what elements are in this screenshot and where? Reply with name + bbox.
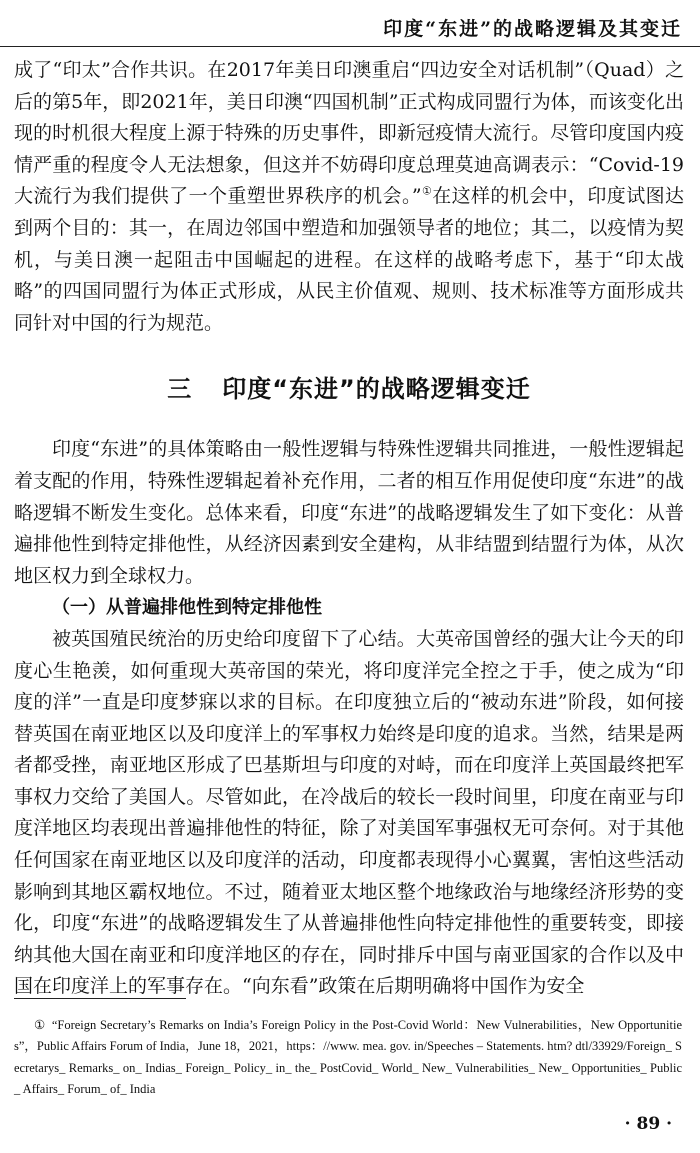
subsection-heading: （一）从普遍排他性到特定排他性 — [52, 597, 322, 619]
footnote-text: “Foreign Secretary’s Remarks on India’s Foreign Policy in the Post-Covid World：New Vulnerabilities，New Opportunities”，Public Affairs Forum of India，June 18，2021，https：//www. mea. gov. in/Speeches – Statements. htm? dtl/33929/Foreign_ Secretarys_ Remarks_ on_ Indias_ Foreign_ Policy_ in_ the_ PostCovid_ World_ New_ Vulnerabilities_ New_ Opportunities_ Public_ Affairs_ Forum_ of_ India — [14, 1018, 682, 1097]
section-heading — [14, 372, 684, 406]
footnote — [14, 1015, 682, 1101]
section-number: 三 — [167, 375, 193, 404]
header-rule — [0, 46, 700, 47]
page-number: · 89 · — [624, 1114, 672, 1134]
section-title-text: 印度“东进”的战略逻辑变迁 — [222, 375, 531, 404]
footnote-reference[interactable]: ① — [421, 185, 433, 199]
running-header: 印度“东进”的战略逻辑及其变迁 — [383, 18, 682, 40]
footnote-marker: ① — [34, 1018, 46, 1032]
paragraph-3: 被英国殖民统治的历史给印度留下了心结。大英帝国曾经的强大让今天的印度心生艳羡，如何重现大英帝国的荣光，将印度洋完全控之于手，使之成为“印度的洋”一直是印度梦寐以求的目标。在印度独立后的“被动东进”阶段，如何接替英国在南亚地区以及印度洋上的军事权力始终是印度的追求。当然，结果是两者都受挫，南亚地区形成了巴基斯坦与印度的对峙，而在印度洋上英国最终把军事权力交给了美国人。尽管如此，在冷战后的较长一段时间里，印度在南亚与印度洋地区均表现出普遍排他性的特征，除了对美国军事强权无可奈何。对于其他任何国家在南亚地区以及印度洋的活动，印度都表现得小心翼翼，害怕这些活动影响到其地区霸权地位。不过，随着亚太地区整个地缘政治与地缘经济形势的变化，印度“东进”的战略逻辑发生了从普遍排他性向特定排他性的重要转变，即接纳其他大国在南亚和印度洋地区的存在，同时排斥中国与南亚国家的合作以及中国在印度洋上的军事存在。“向东看”政策在后期明确将中国作为安全 — [14, 627, 684, 998]
paragraph-1-text-b: 在这样的机会中，印度试图达到两个目的：其一，在周边邻国中塑造和加强领导者的地位；其二，以疫情为契机，与美日澳一起阻击中国崛起的进程。在这样的战略考虑下，基于“印太战略”的四国同盟行为体正式形成，从民主价值观、规则、技术标准等方面形成共同针对中国的行为规范。 — [14, 185, 684, 334]
paragraph-2: 印度“东进”的具体策略由一般性逻辑与特殊性逻辑共同推进，一般性逻辑起着支配的作用，特殊性逻辑起着补充作用，二者的相互作用促使印度“东进”的战略逻辑不断发生变化。总体来看，印度“东进”的战略逻辑发生了如下变化：从普遍排他性到特定排他性，从经济因素到安全建构，从非结盟到结盟行为体，从次地区权力到全球权力。 — [14, 438, 684, 587]
footnote-divider — [14, 998, 186, 999]
paragraph-1 — [14, 55, 684, 339]
main-text — [14, 55, 684, 1003]
paragraph-1-text-a: 成了“印太”合作共识。在2017年美日印澳重启“四边安全对话机制”（Quad）之后的第5年，即2021年，美日印澳“四国机制”正式构成同盟行为体，而该变化出现的时机很大程度上源于特殊的历史事件，即新冠疫情大流行。尽管印度国内疫情严重的程度令人无法想象，但这并不妨碍印度总理莫迪高调表示：“Covid-19大流行为我们提供了一个重塑世界秩序的机会。” — [14, 59, 684, 208]
